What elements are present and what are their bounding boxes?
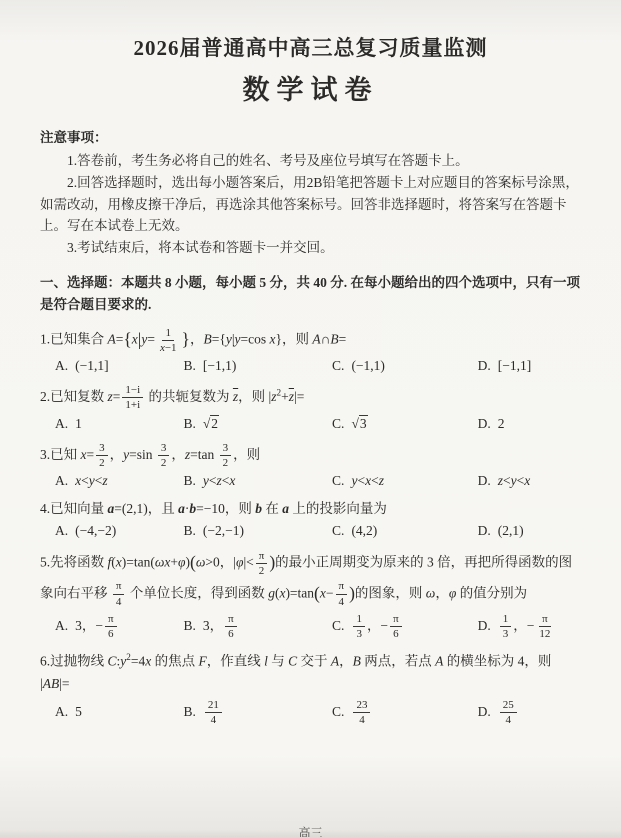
question-3-stem: 3.已知 x= $\frac{3}{2}$ ，y=sin $\frac{3}{2}$ ，z=tan $\frac{3}{2}$ ，则: [40, 441, 261, 470]
option-value: √2: [202, 415, 219, 431]
option-a: [55, 416, 183, 432]
option-label: A.: [55, 358, 69, 374]
option-value: [−1,1]: [497, 358, 532, 374]
option-label: C.: [332, 703, 345, 719]
option-d: [478, 358, 581, 374]
option-value: y<x<z: [351, 473, 384, 489]
option-label: D.: [477, 415, 491, 431]
option-c: [332, 523, 478, 539]
option-value: 1: [75, 415, 82, 431]
option-b: [183, 473, 332, 489]
option-value: (−2,−1): [202, 523, 244, 539]
option-label: D.: [477, 473, 491, 489]
option-c: [332, 416, 478, 432]
option-b: [183, 416, 332, 432]
question-6: [40, 650, 581, 727]
option-label: A.: [55, 473, 69, 489]
option-value: z<y<x: [497, 473, 531, 489]
option-value: (4,2): [351, 523, 378, 539]
option-a: [55, 704, 183, 720]
question-5: [40, 548, 581, 641]
option-a: [55, 523, 183, 539]
option-label: B.: [183, 358, 196, 374]
question-3-options: [40, 473, 581, 489]
question-1-options: [40, 358, 581, 374]
question-4-stem: 4.已知向量 a=(2,1)，且 a·b=−10，则 b 在 a 上的投影向量为: [40, 501, 387, 517]
option-value: $\frac{1}{3}$ ，− $\frac{\pi}{12}$: [498, 618, 556, 633]
option-c: [332, 358, 478, 374]
question-6-stem: 6.过抛物线 $C:y^2=4x$ 的焦点 F，作直线 l 与 C 交于 A，B 两点，若点 A 的横坐标为 4，则 |AB|=: [40, 652, 552, 691]
notice-section: [40, 127, 581, 259]
question-2-stem: 2.已知复数 z= $\frac{1-i}{1+i}$ 的共轭复数为 $\overline{z}$，则 $|z^2+\overline{z}|=$: [40, 384, 305, 412]
option-value: (−1,1]: [75, 358, 109, 374]
option-label: B.: [183, 415, 196, 431]
option-a: [55, 473, 183, 489]
option-label: B.: [183, 617, 196, 633]
option-d: [478, 523, 581, 539]
option-label: A.: [55, 617, 69, 633]
option-value: $\frac{25}{4}$: [498, 704, 519, 719]
option-label: C.: [332, 358, 345, 374]
option-value: $\frac{21}{4}$: [203, 704, 224, 719]
notice-item-2: 2.回答选择题时，选出每小题答案后，用2B铅笔把答题卡上对应题目的答案标号涂黑，如需改动，用橡皮擦干净后，再选涂其他答案标号。回答非选择题时，将答案写在答题卡上。写在本试卷上无效。: [40, 174, 579, 234]
option-value: 2: [497, 415, 505, 431]
option-value: $\frac{23}{4}$: [351, 704, 372, 719]
option-value: √3: [351, 415, 367, 431]
option-label: D.: [477, 703, 491, 719]
question-5-stem: 5.先将函数 f(x)=tan(ωx+φ)(ω>0，|φ|< $\frac{\pi}{2}$ )的最小正周期变为原来的 3 倍，再把所得函数的图象向右平移 $\frac{\pi}{4}$ 个单位长度，得到函数 g(x)=tan(x− $\frac{\pi}{4}$ )的图象，则 ω，φ 的值分别为: [40, 549, 573, 608]
option-value: $\frac{1}{3}$ ，− $\frac{\pi}{6}$: [351, 618, 403, 633]
option-label: C.: [332, 473, 345, 489]
option-value: (−1,1): [351, 358, 385, 374]
option-value: 5: [75, 704, 82, 720]
question-1-stem: 1.已知集合 A={x|y= $\frac{1}{x-1}$ }，B={y|y=cos x}，则 A∩B=: [40, 326, 347, 354]
option-label: D.: [477, 523, 491, 539]
notice-heading: 注意事项：: [40, 130, 108, 145]
option-value: 3， $\frac{\pi}{6}$: [203, 618, 239, 633]
option-label: B.: [183, 473, 196, 489]
question-6-options: [40, 698, 581, 728]
option-value: (−4,−2): [75, 523, 117, 539]
question-5-options: [40, 612, 581, 642]
option-label: D.: [477, 617, 491, 633]
option-value: [−1,1): [202, 358, 237, 374]
option-value: (2,1): [497, 523, 524, 539]
question-1: [40, 325, 581, 374]
option-label: C.: [332, 617, 345, 633]
option-c: [332, 612, 478, 642]
page-footer: 高三: [298, 826, 323, 837]
option-label: A.: [55, 415, 69, 431]
question-4: [40, 498, 581, 539]
option-b: [183, 612, 332, 642]
option-value: y<z<x: [202, 473, 236, 489]
notice-item-1: 1.答卷前，考生务必将自己的姓名、考号及座位号填写在答题卡上。: [67, 152, 469, 168]
option-a: [55, 612, 183, 642]
option-d: [478, 473, 581, 489]
question-2: [40, 383, 581, 432]
option-label: D.: [477, 358, 491, 374]
question-3: [40, 441, 581, 490]
option-label: C.: [332, 415, 345, 431]
option-c: [332, 473, 478, 489]
exam-title: 2026届普通高中高三总复习质量监测: [133, 36, 488, 60]
option-value: 3，− $\frac{\pi}{6}$: [75, 618, 118, 633]
notice-item-3: 3.考试结束后，将本试卷和答题卡一并交回。: [67, 240, 334, 256]
option-label: B.: [183, 523, 196, 539]
option-c: [332, 698, 478, 728]
option-d: [478, 612, 581, 642]
option-d: [478, 698, 581, 728]
question-4-options: [40, 523, 581, 539]
section-heading: 一、选择题：本题共 8 小题，每小题 5 分，共 40 分. 在每小题给出的四个选项中，只有一项是符合题目要求的.: [40, 275, 580, 313]
option-label: B.: [183, 703, 196, 719]
option-label: A.: [55, 704, 69, 720]
question-2-options: [40, 416, 581, 432]
option-b: [183, 358, 332, 374]
option-label: A.: [55, 523, 69, 539]
option-b: [183, 698, 332, 728]
option-b: [183, 523, 332, 539]
exam-subtitle: 数学试卷: [242, 75, 379, 105]
option-value: x<y<z: [75, 473, 108, 489]
option-a: [55, 358, 183, 374]
option-label: C.: [332, 523, 345, 539]
option-d: [478, 416, 581, 432]
